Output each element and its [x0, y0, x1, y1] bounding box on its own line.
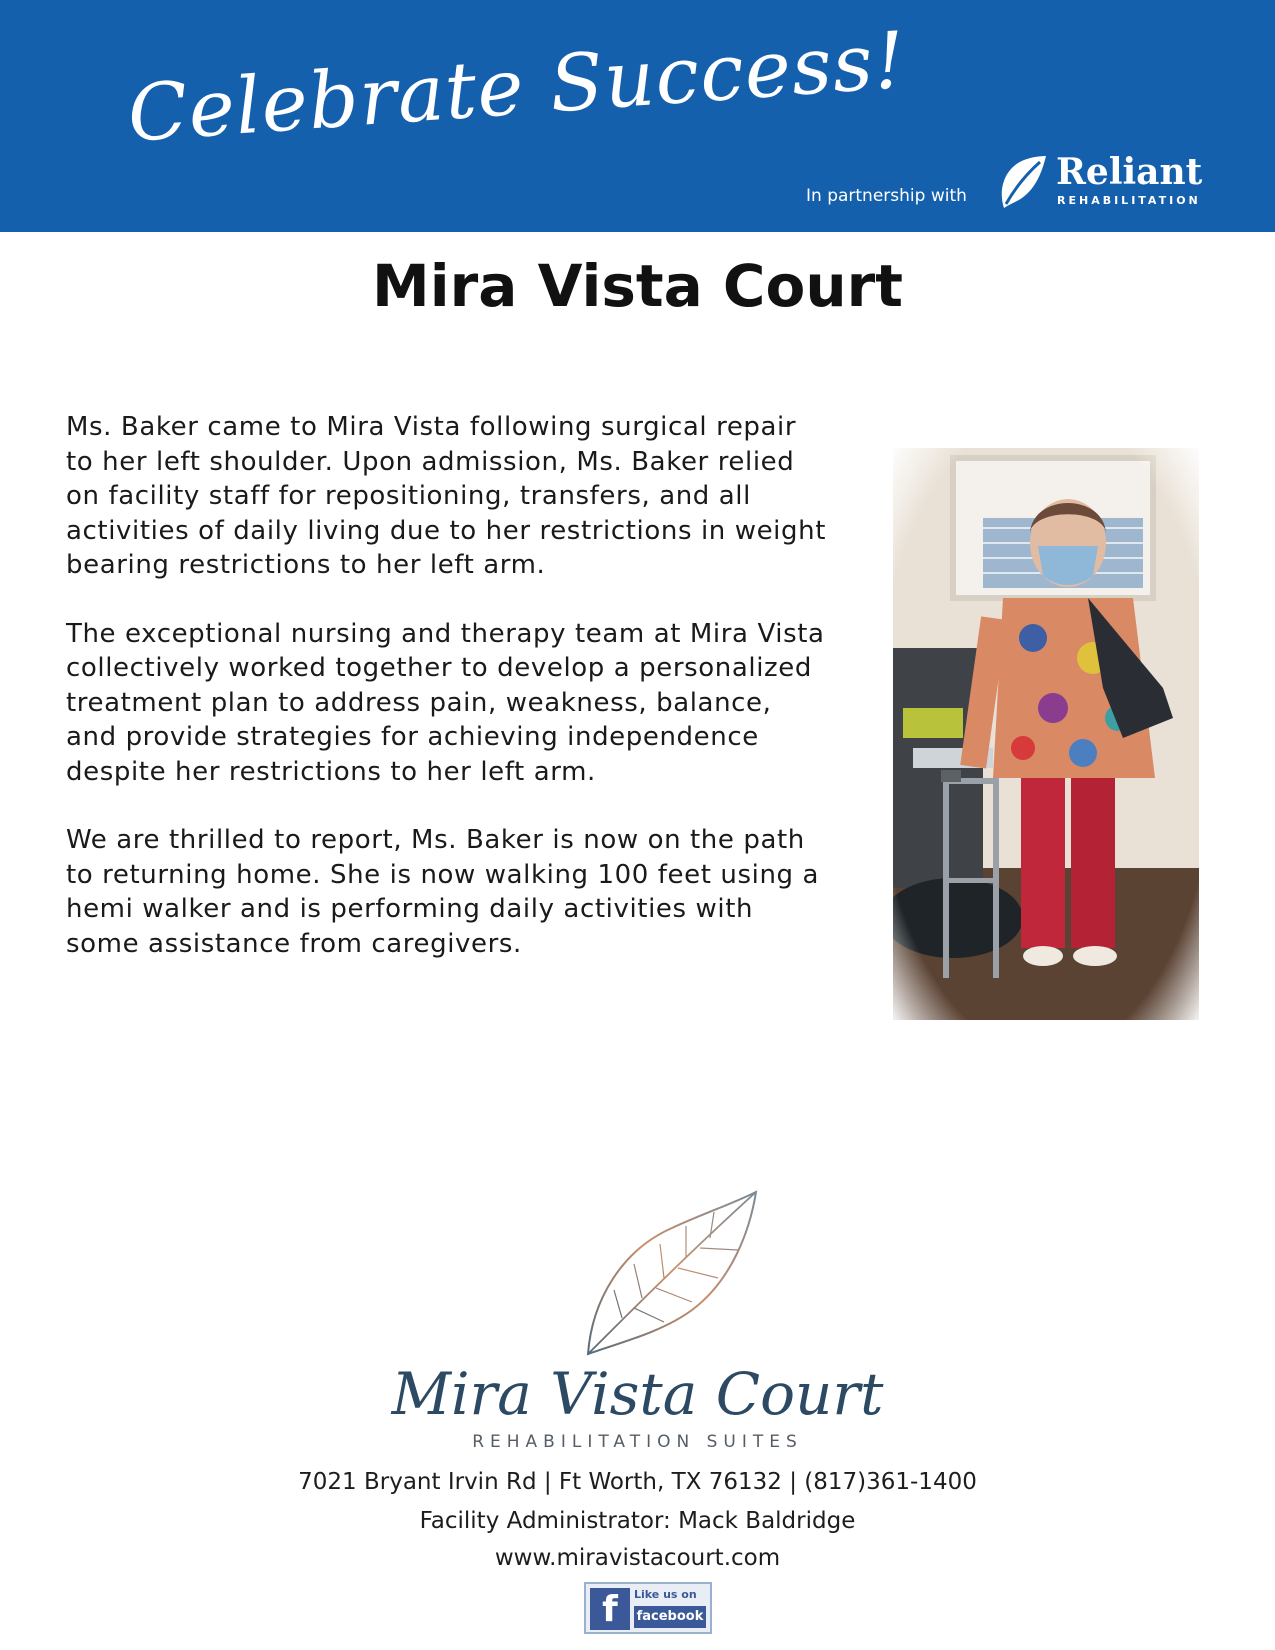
facility-administrator: Facility Administrator: Mack Baldridge	[419, 1508, 856, 1534]
reliant-name: Reliant	[1056, 151, 1203, 193]
patient-photo	[893, 448, 1199, 1020]
facebook-like-badge[interactable]	[584, 1582, 712, 1634]
story-paragraph: The exceptional nursing and therapy team at Mira Vista collectively worked together to develop a personalized treatment plan to address pain, weakness, balance, and provide strategies for achieving independence despite her restrictions to her left arm.	[66, 618, 825, 787]
address: 7021 Bryant Irvin Rd | Ft Worth, TX 76132 | (817)361-1400	[298, 1469, 977, 1495]
website-link[interactable]: www.miravistacourt.com	[494, 1545, 781, 1571]
facebook-icon: f	[590, 1588, 630, 1630]
facility-title: Mira Vista Court	[372, 252, 903, 320]
mira-vista-script-logo: Mira Vista Court	[391, 1360, 884, 1428]
reliant-subtitle: REHABILITATION	[1057, 194, 1201, 207]
story-paragraph: We are thrilled to report, Ms. Baker is now on the path to returning home. She is now walking 100 feet using a hemi walker and is performing daily activities with some assistance from caregivers.	[66, 825, 820, 959]
facebook-name: facebook	[634, 1606, 706, 1628]
partner-text: In partnership with	[806, 186, 967, 206]
story-text	[66, 410, 826, 995]
logo-subtitle: REHABILITATION SUITES	[472, 1432, 803, 1452]
story-paragraph: Ms. Baker came to Mira Vista following surgical repair to her left shoulder. Upon admission, Ms. Baker relied on facility staff for repositioning, transfers, and all activities of daily living due to her restrictions in weight bearing restrictions to her left arm.	[66, 412, 826, 580]
leaf-logo-icon	[996, 154, 1048, 210]
leaf-outline-icon	[582, 1190, 762, 1360]
header-banner	[0, 0, 1275, 232]
headline: Celebrate Success!	[124, 15, 909, 160]
reliant-logo	[996, 151, 1203, 214]
facebook-like-text: Like us on	[634, 1588, 697, 1601]
